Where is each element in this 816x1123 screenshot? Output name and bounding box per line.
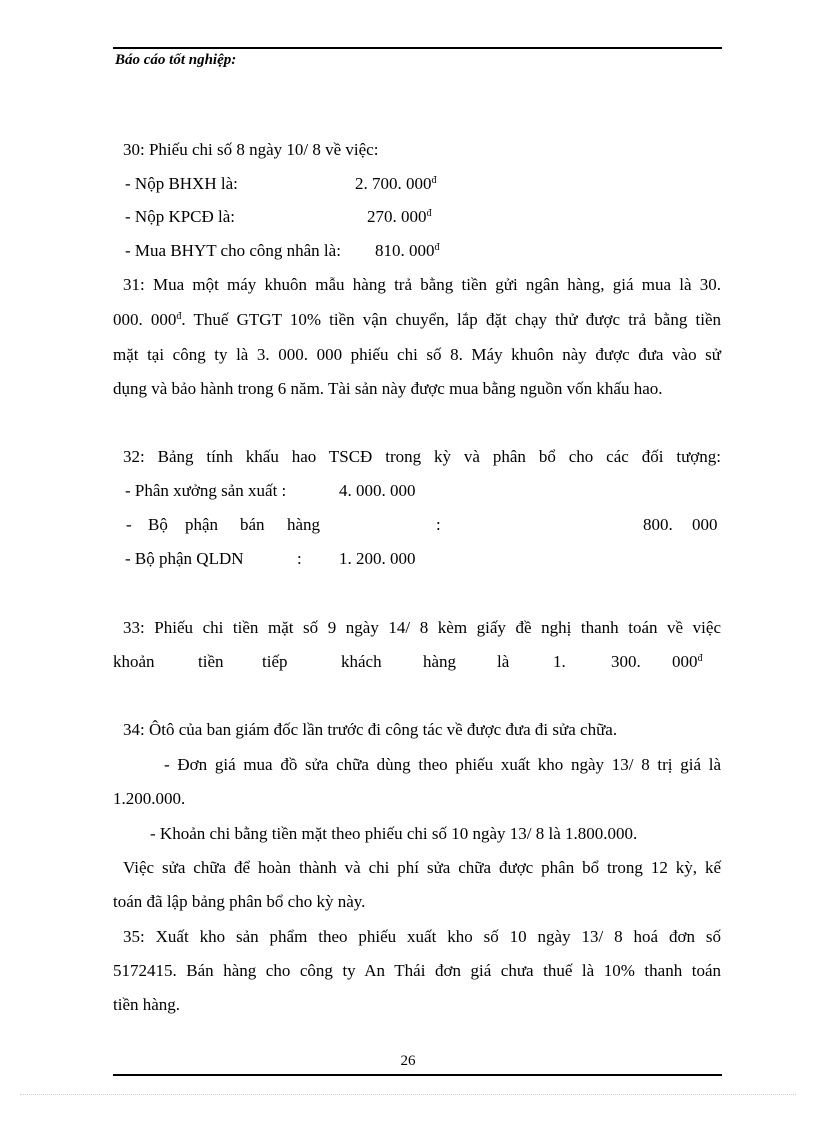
item-32-row-2-colon: : — [436, 515, 441, 534]
item-30-bhxh-value: 2. 700. $000^đ$ — [355, 174, 437, 193]
item-31-line-2: 000. $000^đ$. Thuế GTGT 10% tiền vận chuyển, lắp đặt chạy thử được trả bằng tiền — [113, 310, 721, 329]
item-33-word-3: tiếp — [262, 652, 288, 671]
item-30-bhyt-label: - Mua BHYT cho công nhân là: — [125, 241, 341, 260]
item-32-row-2-word-2: phận — [185, 515, 219, 534]
item-33-word-7: 1. — [553, 652, 566, 671]
footer-rule — [113, 1074, 722, 1076]
item-35-line-1: 35: Xuất kho sản phẩm theo phiếu xuất kho số 10 ngày 13/ 8 hoá đơn số — [123, 927, 721, 946]
item-32-title: 32: Bảng tính khấu hao TSCĐ trong kỳ và phân bổ cho các đối tượng: — [123, 447, 721, 466]
item-33-word-8: 300. — [611, 652, 641, 671]
page-edge-dotted-line — [20, 1094, 796, 1095]
item-35-line-3: tiền hàng. — [113, 995, 181, 1014]
item-32-row-2-word-3: bán — [240, 515, 265, 534]
item-33-word-4: khách — [341, 652, 382, 671]
item-33-word-5: hàng — [423, 652, 457, 671]
item-34-para-line-2: toán đã lập bảng phân bổ cho kỳ này. — [113, 892, 366, 911]
item-31-line-1: 31: Mua một máy khuôn mẫu hàng trả bằng tiền gửi ngân hàng, giá mua là 30. — [123, 275, 721, 294]
item-30-bhyt-value: 810. $000^đ$ — [375, 241, 440, 260]
item-32-row-3-value: 1. 200. 000 — [339, 549, 416, 568]
page-number: 26 — [400, 1053, 416, 1069]
item-34-bullet-1-cont: 1.200.000. — [113, 789, 186, 808]
item-34-para-line-1: Việc sửa chữa để hoàn thành và chi phí sửa chữa được phân bổ trong 12 kỳ, kế — [123, 858, 721, 877]
item-32-row-2-value-a: 800. — [643, 515, 673, 534]
item-32-row-3-colon: : — [297, 549, 302, 568]
item-32-row-2-word-1: Bộ — [148, 515, 168, 534]
item-31-line-4: dụng và bảo hành trong 6 năm. Tài sản này được mua bằng nguồn vốn khấu hao. — [113, 379, 663, 398]
page-header-title: Báo cáo tốt nghiệp: — [115, 52, 237, 68]
item-32-row-3-label: - Bộ phận QLDN — [125, 549, 244, 568]
item-32-row-2-dash: - — [126, 515, 132, 534]
header-top-rule — [113, 47, 722, 49]
item-33-word-2: tiền — [198, 652, 224, 671]
item-33-word-9: $000^đ$ — [672, 652, 703, 671]
item-33-line-1: 33: Phiếu chi tiền mặt số 9 ngày 14/ 8 kèm giấy đề nghị thanh toán về việc — [123, 618, 721, 637]
item-34-bullet-1: - Đơn giá mua đồ sửa chữa dùng theo phiếu xuất kho ngày 13/ 8 trị giá là — [164, 755, 721, 774]
item-32-row-2-word-4: hàng — [287, 515, 321, 534]
item-32-row-2-value-b: 000 — [692, 515, 718, 534]
item-34-bullet-2: - Khoản chi bằng tiền mặt theo phiếu chi số 10 ngày 13/ 8 là 1.800.000. — [150, 824, 638, 843]
item-30-title: 30: Phiếu chi số 8 ngày 10/ 8 về việc: — [123, 140, 379, 159]
item-32-row-1-value: 4. 000. 000 — [339, 481, 416, 500]
item-30-bhxh-label: - Nộp BHXH là: — [125, 174, 238, 193]
item-30-kpcd-label: - Nộp KPCĐ là: — [125, 207, 236, 226]
item-33-word-6: là — [497, 652, 510, 671]
item-30-kpcd-value: 270. $000^đ$ — [367, 207, 432, 226]
item-35-line-2: 5172415. Bán hàng cho công ty An Thái đơn giá chưa thuế là 10% thanh toán — [113, 961, 721, 980]
item-34-title: 34: Ôtô của ban giám đốc lần trước đi công tác về được đưa đi sửa chữa. — [123, 720, 618, 739]
item-32-row-1-label: - Phân xưởng sản xuất : — [125, 481, 287, 500]
item-31-line-3: mặt tại công ty là 3. 000. 000 phiếu chi số 8. Máy khuôn này được đưa vào sử — [113, 345, 721, 364]
item-33-word-1: khoản — [113, 652, 155, 671]
